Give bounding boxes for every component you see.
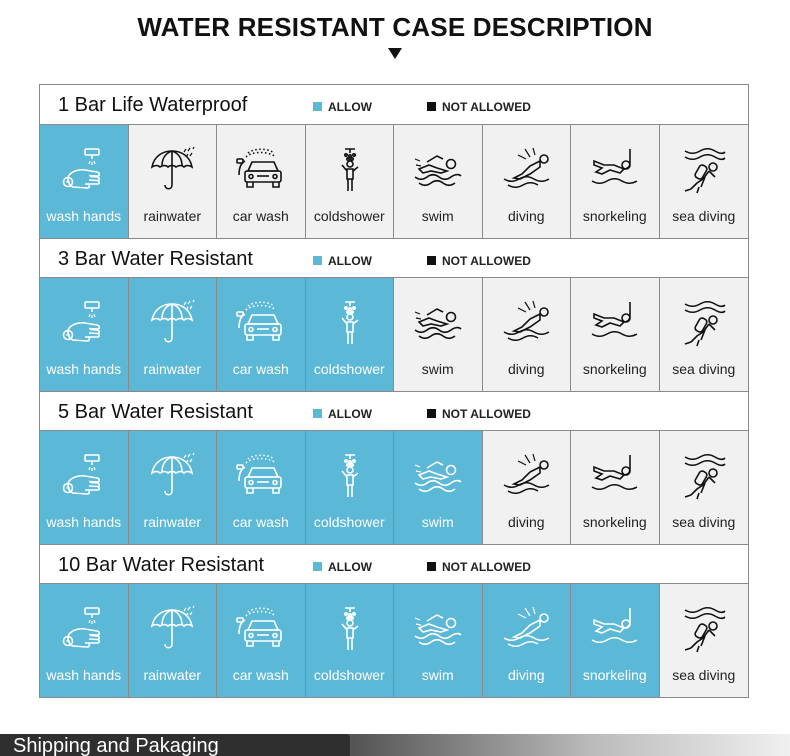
swimmer-icon [413,604,463,654]
shower-icon [325,298,375,348]
activity-label: wash hands [46,361,122,377]
rating-section [40,391,748,544]
snorkel-icon [590,451,640,501]
legend-allow-label: ALLOW [328,407,372,421]
legend-allow [313,407,372,421]
legend-not-allowed-label: NOT ALLOWED [442,254,531,268]
activity-cell-diving [483,125,572,238]
snorkel-icon [590,145,640,195]
activity-label: coldshower [313,361,385,377]
not-allowed-swatch [427,102,436,111]
activity-label: snorkeling [582,361,647,377]
legend-not-allowed [427,407,531,421]
activity-label: rainwater [143,514,202,530]
wash-hands-icon [59,451,109,501]
diver-icon [502,451,552,501]
legend-not-allowed-label: NOT ALLOWED [442,100,531,114]
activity-cell-snorkeling [571,278,660,391]
umbrella-rain-icon [148,451,198,501]
activity-cell-coldshower [306,584,395,697]
not-allowed-swatch [427,562,436,571]
activity-label: snorkeling [582,667,647,683]
diver-icon [502,145,552,195]
activity-label: wash hands [46,208,122,224]
legend-not-allowed-label: NOT ALLOWED [442,407,531,421]
activity-label: swim [421,361,454,377]
umbrella-rain-icon [148,145,198,195]
activity-label: car wash [232,361,289,377]
activity-cell-car-wash [217,431,306,544]
car-wash-icon [236,298,286,348]
activity-cell-rainwater [129,431,218,544]
activity-label: snorkeling [582,514,647,530]
rating-header [40,544,748,584]
legend-allow-label: ALLOW [328,560,372,574]
activity-label: coldshower [313,667,385,683]
car-wash-icon [236,145,286,195]
activity-label: rainwater [143,667,202,683]
activity-label: sea diving [672,514,736,530]
allow-swatch [313,562,322,571]
activity-label: swim [421,514,454,530]
activity-label: diving [507,667,545,683]
activity-cell-swim [394,431,483,544]
scuba-icon [679,604,729,654]
diver-icon [502,298,552,348]
rating-section [40,238,748,391]
activity-cell-car-wash [217,278,306,391]
rating-title: 3 Bar Water Resistant [58,248,253,270]
activity-label: car wash [232,667,289,683]
diver-icon [502,604,552,654]
activity-cell-diving [483,431,572,544]
activity-cell-snorkeling [571,125,660,238]
shower-icon [325,604,375,654]
snorkel-icon [590,298,640,348]
activity-label: car wash [232,208,289,224]
allow-swatch [313,409,322,418]
footer-heading: Shipping and Pakaging [13,735,219,756]
activity-cell-coldshower [306,125,395,238]
activity-cell-rainwater [129,125,218,238]
activity-cell-rainwater [129,584,218,697]
not-allowed-swatch [427,256,436,265]
activity-cell-car-wash [217,125,306,238]
scuba-icon [679,298,729,348]
activity-cell-sea-diving [660,278,749,391]
activity-label: snorkeling [582,208,647,224]
activity-cell-wash-hands [40,431,129,544]
rating-title: 10 Bar Water Resistant [58,554,265,576]
activity-row [40,125,748,238]
legend-allow-label: ALLOW [328,254,372,268]
activity-label: swim [421,208,454,224]
rating-section [40,85,748,238]
activity-label: rainwater [143,361,202,377]
activity-row [40,584,748,697]
activity-cell-wash-hands [40,584,129,697]
wash-hands-icon [59,298,109,348]
activity-label: diving [507,361,545,377]
activity-label: wash hands [46,514,122,530]
legend-allow-label: ALLOW [328,100,372,114]
water-resistance-table [39,84,749,698]
scuba-icon [679,145,729,195]
legend-not-allowed [427,100,531,114]
activity-label: sea diving [672,667,736,683]
scuba-icon [679,451,729,501]
legend-not-allowed [427,560,531,574]
activity-cell-sea-diving [660,125,749,238]
swimmer-icon [413,451,463,501]
legend-not-allowed [427,254,531,268]
activity-label: car wash [232,514,289,530]
activity-label: coldshower [313,514,385,530]
down-arrow-icon [388,48,402,59]
activity-cell-wash-hands [40,278,129,391]
activity-cell-rainwater [129,278,218,391]
swimmer-icon [413,298,463,348]
activity-cell-sea-diving [660,584,749,697]
activity-label: wash hands [46,667,122,683]
page-title: WATER RESISTANT CASE DESCRIPTION [137,12,653,42]
swimmer-icon [413,145,463,195]
activity-cell-car-wash [217,584,306,697]
activity-cell-diving [483,584,572,697]
activity-cell-coldshower [306,278,395,391]
activity-label: diving [507,514,545,530]
rating-title: 5 Bar Water Resistant [58,401,253,423]
rating-section [40,544,748,697]
activity-label: sea diving [672,361,736,377]
wash-hands-icon [59,604,109,654]
activity-row [40,278,748,391]
rating-header [40,238,748,278]
activity-label: coldshower [313,208,385,224]
activity-cell-wash-hands [40,125,129,238]
rating-header [40,391,748,431]
allow-swatch [313,256,322,265]
rating-title: 1 Bar Life Waterproof [58,94,248,116]
activity-cell-sea-diving [660,431,749,544]
legend-not-allowed-label: NOT ALLOWED [442,560,531,574]
activity-cell-snorkeling [571,584,660,697]
activity-cell-snorkeling [571,431,660,544]
wash-hands-icon [59,145,109,195]
shower-icon [325,145,375,195]
not-allowed-swatch [427,409,436,418]
activity-cell-coldshower [306,431,395,544]
umbrella-rain-icon [148,298,198,348]
activity-label: sea diving [672,208,736,224]
umbrella-rain-icon [148,604,198,654]
activity-cell-diving [483,278,572,391]
legend-allow [313,254,372,268]
legend-allow [313,100,372,114]
activity-cell-swim [394,125,483,238]
activity-cell-swim [394,278,483,391]
rating-header [40,85,748,125]
allow-swatch [313,102,322,111]
activity-label: diving [507,208,545,224]
car-wash-icon [236,604,286,654]
activity-label: swim [421,667,454,683]
car-wash-icon [236,451,286,501]
snorkel-icon [590,604,640,654]
activity-label: rainwater [143,208,202,224]
legend-allow [313,560,372,574]
activity-cell-swim [394,584,483,697]
shower-icon [325,451,375,501]
activity-row [40,431,748,544]
